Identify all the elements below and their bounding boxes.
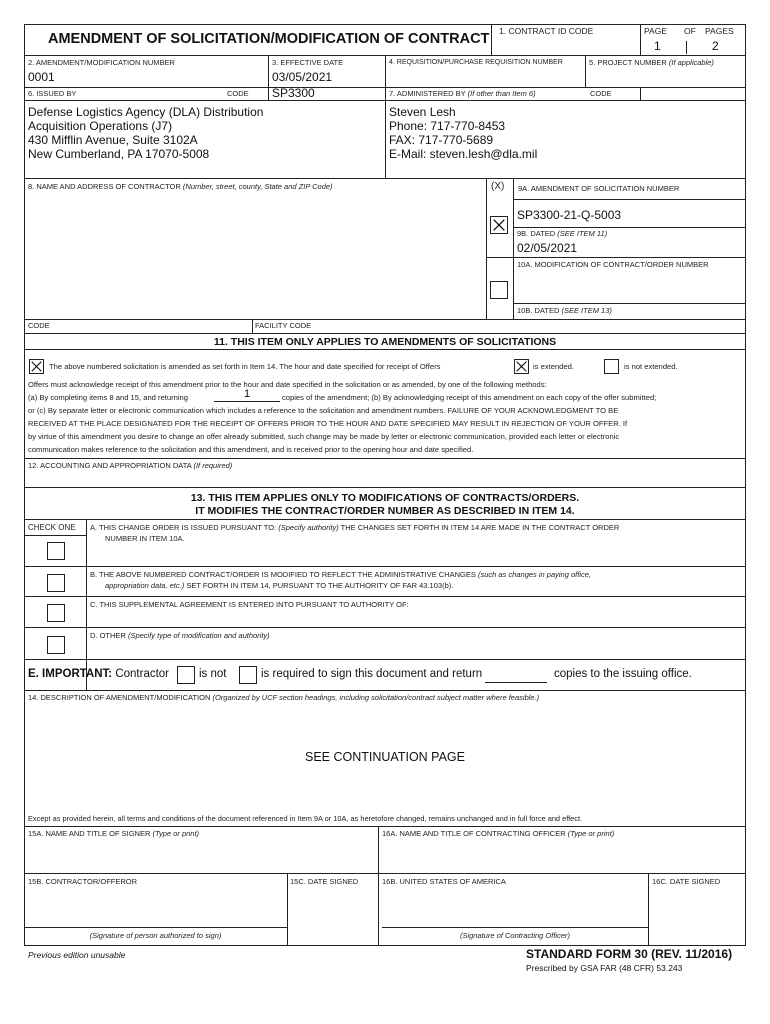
item14-text: 14. DESCRIPTION OF AMENDMENT/MODIFICATION: [28, 693, 211, 702]
rule: [585, 55, 586, 87]
option-a-line1: A. THIS CHANGE ORDER IS ISSUED PURSUANT TO:: [90, 523, 277, 532]
except-text: Except as provided herein, all terms and conditions of the document referenced in Item 9A or 10A, as heretofore changed, remains unchanged and in full force and effect.: [28, 814, 583, 823]
rule: [486, 257, 745, 258]
item11-para: Offers must acknowledge receipt of this amendment prior to the hour and date specified in the solicitation or as amended, by one of the following methods:: [28, 380, 547, 389]
officer-label: [382, 830, 614, 838]
option-b-text-2: [105, 582, 453, 590]
item11-para: (a) By completing items 8 and 15, and returning: [28, 393, 188, 402]
dated-9b-hint: (SEE ITEM 11): [557, 229, 608, 238]
not-extended-label: is not extended.: [624, 362, 678, 371]
option-d-hint: (Specify type of modification and authority): [127, 631, 270, 640]
copies-returned-value[interactable]: 1: [243, 388, 251, 400]
rule: [24, 487, 746, 488]
admin-line: FAX: 717-770-5689: [389, 133, 494, 147]
project-num-label: [589, 59, 714, 67]
rule: [385, 55, 386, 178]
usa-label: 16B. UNITED STATES OF AMERICA: [382, 877, 506, 886]
contractor-label: [28, 183, 333, 191]
dated-10b-text: 10B. DATED: [517, 306, 560, 315]
option-b-hint1: (such as changes in paying office,: [478, 570, 591, 579]
amend-sol-checkbox[interactable]: [490, 216, 508, 234]
rule: [378, 826, 379, 945]
item11-para: or (c) By separate letter or electronic communication which includes a reference to the solicitation and amendment numbers. FAILURE OF YOUR ACKNOWLEDGMENT TO BE: [28, 406, 619, 415]
rule: [24, 873, 746, 874]
option-b-text: [90, 571, 591, 579]
item12-label: [28, 462, 232, 470]
is-required-checkbox[interactable]: [239, 666, 257, 684]
project-num-hint: (If applicable): [668, 58, 714, 67]
option-b-hint2: appropriation data, etc.): [105, 581, 185, 590]
dated-9b-value[interactable]: 02/05/2021: [517, 241, 578, 255]
date-signed-15c-label: 15C. DATE SIGNED: [290, 877, 359, 886]
option-a-line2: THE CHANGES SET FORTH IN ITEM 14 ARE MADE IN THE CONTRACT ORDER: [340, 523, 620, 532]
facility-code-label: FACILITY CODE: [255, 321, 312, 330]
rule: [24, 458, 746, 459]
date-signed-16c-label: 16C. DATE SIGNED: [652, 877, 721, 886]
form-title: AMENDMENT OF SOLICITATION/MODIFICATION OF CONTRACT: [48, 31, 490, 47]
important-label: E. IMPORTANT:: [28, 668, 113, 680]
option-d-label: D. OTHER: [90, 631, 126, 640]
rule: [640, 87, 641, 100]
option-b-checkbox[interactable]: [47, 574, 65, 592]
eff-date-label: 3. EFFECTIVE DATE: [272, 58, 344, 67]
item14-hint: (Organized by UCF section headings, including solicitation/contract subject matter where feasible.): [212, 693, 540, 702]
sf-title: STANDARD FORM 30 (REV. 11/2016): [526, 947, 733, 961]
item11-para: by virtue of this amendment you desire to change an offer already submitted, such change may be made by letter or electronic communication, provided each letter or electronic: [28, 432, 620, 441]
issued-by-line: Acquisition Operations (J7): [28, 119, 173, 133]
x-column-label: (X): [491, 181, 505, 192]
rule: [24, 333, 746, 334]
item11-para: communication makes reference to the solicitation and this amendment, and is received prior to the opening hour and date specified.: [28, 445, 474, 454]
rule: [24, 519, 746, 520]
rule: [513, 199, 745, 200]
item14-label: [28, 694, 539, 702]
signature-line-officer[interactable]: [382, 927, 648, 928]
sig-officer-caption: [382, 932, 648, 940]
rule: [24, 349, 746, 350]
important-row: [28, 668, 169, 680]
is-not-checkbox[interactable]: [177, 666, 195, 684]
item13-title-1: 13. THIS ITEM APPLIES ONLY TO MODIFICATIONS OF CONTRACTS/ORDERS.: [190, 492, 580, 504]
item11-para: RECEIVED AT THE PLACE DESIGNATED FOR THE RECEIPT OF OFFERS PRIOR TO THE HOUR AND DATE SPECIFIED MAY RESULT IN REJECTION OF YOUR OFFER. If: [28, 419, 628, 428]
rule: [86, 519, 87, 690]
rule: [648, 873, 649, 945]
rule: [287, 873, 288, 945]
of-label: OF: [684, 26, 696, 36]
rule: [24, 24, 25, 945]
contractor-offeror-label: 15B. CONTRACTOR/OFFEROR: [28, 877, 138, 886]
rule: [513, 303, 745, 304]
signer-label: [28, 830, 199, 838]
option-a-text: [90, 524, 619, 532]
project-num-text: 5. PROJECT NUMBER: [589, 58, 667, 67]
rule: [24, 690, 746, 691]
option-b-line2: SET FORTH IN ITEM 14, PURSUANT TO THE AUTHORITY OF FAR 43.103(b).: [186, 581, 454, 590]
admin-line: E-Mail: steven.lesh@dla.mil: [389, 147, 538, 161]
rule: [486, 178, 487, 319]
rule: [24, 659, 746, 660]
see-continuation: SEE CONTINUATION PAGE: [305, 750, 465, 764]
is-required-label: is required to sign this document and return: [261, 668, 483, 680]
rule: [24, 596, 746, 597]
rule: [252, 319, 253, 333]
option-d-text: [90, 632, 270, 640]
copies-underline[interactable]: [485, 682, 547, 683]
officer-text: 16A. NAME AND TITLE OF CONTRACTING OFFICER: [382, 829, 566, 838]
rule: [686, 41, 687, 54]
contractor-hint: (Number, street, county, State and ZIP Code): [182, 182, 333, 191]
admin-label-text: 7. ADMINISTERED BY: [389, 89, 466, 98]
contract-id-label: 1. CONTRACT ID CODE: [499, 26, 594, 36]
rule: [24, 178, 746, 179]
signer-text: 15A. NAME AND TITLE OF SIGNER: [28, 829, 151, 838]
rule: [513, 227, 745, 228]
option-b-line1: B. THE ABOVE NUMBERED CONTRACT/ORDER IS MODIFIED TO REFLECT THE ADMINISTRATIVE CHANGES: [90, 570, 476, 579]
option-c-checkbox[interactable]: [47, 604, 65, 622]
item11-line1: The above numbered solicitation is amended as set forth in Item 14. The hour and date specified for receipt of Offers: [49, 362, 441, 371]
dated-10b-hint: (SEE ITEM 13): [561, 306, 612, 315]
checkmark-x-icon: [491, 217, 507, 233]
admin-line: Steven Lesh: [389, 105, 456, 119]
checkmark-x-icon: [515, 360, 528, 373]
option-c-text: C. THIS SUPPLEMENTAL AGREEMENT IS ENTERED INTO PURSUANT TO AUTHORITY OF:: [90, 600, 409, 609]
issued-by-line: 430 Mifflin Avenue, Suite 3102A: [28, 133, 198, 147]
issued-code-label: CODE: [227, 89, 249, 98]
check-one-label: CHECK ONE: [28, 523, 76, 532]
option-a-line3: NUMBER IN ITEM 10A.: [105, 534, 185, 543]
code-label: CODE: [28, 321, 50, 330]
rule: [745, 24, 746, 945]
eff-date-value[interactable]: 03/05/2021: [272, 70, 333, 84]
rule: [24, 627, 746, 628]
item13-title-2: IT MODIFIES THE CONTRACT/ORDER NUMBER AS DESCRIBED IN ITEM 14.: [195, 505, 575, 517]
issued-by-label: 6. ISSUED BY: [28, 89, 77, 98]
item11-title: 11. THIS ITEM ONLY APPLIES TO AMENDMENTS OF SOLICITATIONS: [213, 336, 557, 348]
contractor-label-text: 8. NAME AND ADDRESS OF CONTRACTOR: [28, 182, 181, 191]
copies-to-label: copies to the issuing office.: [554, 668, 692, 680]
prev-edition: Previous edition unusable: [28, 950, 126, 960]
admin-hint: (If other than Item 6): [467, 89, 536, 98]
rule: [24, 945, 746, 946]
dated-9b-label: [517, 230, 607, 238]
amended-checkbox[interactable]: [29, 359, 44, 374]
item11-para: copies of the amendment; (b) By acknowledging receipt of this amendment on each copy of the offer submitted;: [282, 393, 657, 402]
item12-hint: (If required): [193, 461, 233, 470]
rule: [24, 535, 86, 536]
option-d-checkbox[interactable]: [47, 636, 65, 654]
rule: [24, 319, 746, 320]
rule: [24, 826, 746, 827]
admin-code-label: CODE: [590, 89, 612, 98]
amend-sol-label: 9A. AMENDMENT OF SOLICITATION NUMBER: [518, 184, 680, 193]
req-num-label: 4. REQUISITION/PURCHASE REQUISITION NUMBER: [389, 59, 563, 66]
is-not-label: is not: [199, 668, 227, 680]
amend-num-value[interactable]: 0001: [28, 70, 55, 84]
not-extended-checkbox[interactable]: [604, 359, 619, 374]
amend-num-label: 2. AMENDMENT/MODIFICATION NUMBER: [28, 58, 175, 67]
extended-checkbox[interactable]: [514, 359, 529, 374]
dated-9b-text: 9B. DATED: [517, 229, 556, 238]
issued-by-line: New Cumberland, PA 17070-5008: [28, 147, 210, 161]
sig-officer-text: (Signature of Contracting Officer): [459, 931, 571, 940]
dated-10b-label: [517, 307, 612, 315]
mod-contract-label: 10A. MODIFICATION OF CONTRACT/ORDER NUMBER: [517, 260, 709, 269]
checkmark-x-icon: [30, 360, 43, 373]
total-pages: 2: [712, 39, 719, 53]
copies-returned-underline: [214, 401, 280, 402]
page-number: 1: [654, 39, 661, 53]
issued-by-line: Defense Logistics Agency (DLA) Distribution: [28, 105, 264, 119]
rule: [640, 24, 641, 55]
rule: [491, 24, 492, 55]
issued-code-value[interactable]: SP3300: [272, 86, 315, 100]
admin-label: [389, 90, 536, 98]
option-a-hint: (Specify authority): [278, 523, 339, 532]
item12-text: 12. ACCOUNTING AND APPROPRIATION DATA: [28, 461, 192, 470]
page-label: PAGE: [644, 26, 667, 36]
signature-line-contractor[interactable]: [24, 927, 287, 928]
officer-hint: (Type or print): [567, 829, 615, 838]
signer-hint: (Type or print): [152, 829, 200, 838]
sig-person-caption: [24, 932, 287, 940]
rule: [24, 566, 746, 567]
mod-contract-checkbox[interactable]: [490, 281, 508, 299]
rule: [268, 55, 269, 100]
prescribed-text: Prescribed by GSA FAR (48 CFR) 53.243: [526, 963, 683, 973]
contractor-word: Contractor: [115, 668, 170, 680]
rule: [24, 24, 746, 25]
extended-label: is extended.: [533, 362, 574, 371]
amend-sol-value[interactable]: SP3300-21-Q-5003: [517, 208, 622, 222]
sig-person-text: (Signature of person authorized to sign): [89, 931, 222, 940]
admin-line: Phone: 717-770-8453: [389, 119, 506, 133]
option-a-checkbox[interactable]: [47, 542, 65, 560]
pages-label: PAGES: [705, 26, 734, 36]
